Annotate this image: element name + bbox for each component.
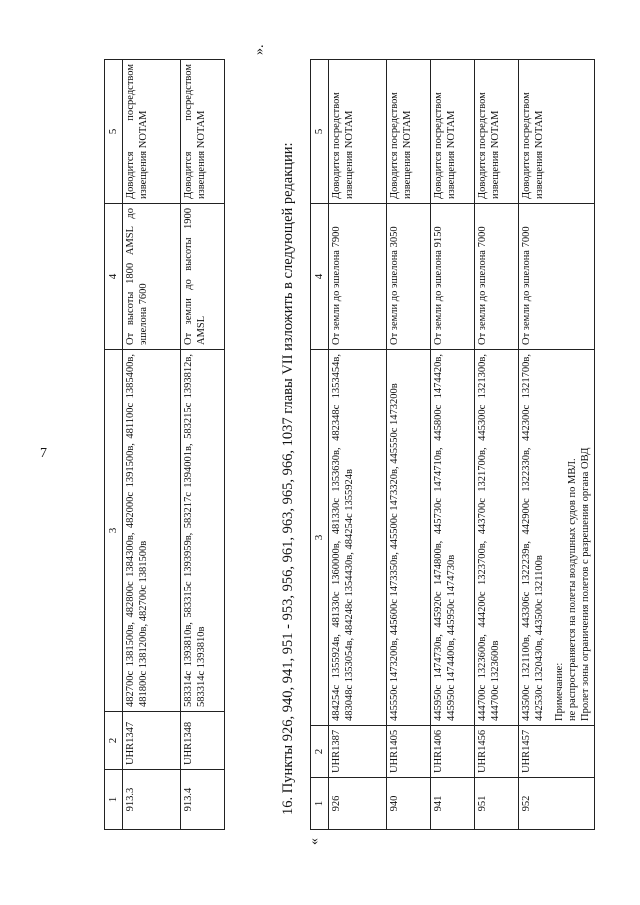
col-header-1: 1: [105, 770, 123, 830]
opening-quote: «: [307, 838, 322, 845]
zone-coordinates: 583314с 1393810в, 583315с 1393959в, 583217с 1394001в, 583215с 1393812в, 583314с 1393810в: [181, 350, 225, 712]
altitude-limits: От высоты 1800 AMSL до эшелона 7600: [123, 204, 181, 350]
zone-coordinates-cell: [519, 350, 595, 726]
altitude-limits: От земли до эшелона 7000: [475, 204, 519, 350]
table-header-row: [311, 60, 329, 830]
col-header-2: 2: [311, 726, 329, 778]
table-row: [387, 60, 431, 830]
table-row: [431, 60, 475, 830]
zone-id: UHR1406: [431, 726, 475, 778]
notice-method: Доводится посредством извещения NOTAM: [329, 60, 387, 204]
altitude-limits: От земли до эшелона 7000: [519, 204, 595, 350]
table-header-row: [105, 60, 123, 830]
notice-method: Доводится посредством извещения NOTAM: [387, 60, 431, 204]
col-header-1: 1: [311, 778, 329, 830]
zone-coordinates: 445950с 1474730в, 445920с 1474800в, 445730с 1474710в, 445800с 1474420в, 445950с 1474400в, 445950с 1474730в: [431, 350, 475, 726]
note-line: не распространяется на полеты воздушных судов по МВЛ.: [567, 458, 579, 721]
row-number: 926: [329, 778, 387, 830]
table-upper: [104, 59, 225, 830]
zone-coordinates: 443500с 1321100в, 443306с 1322239в, 442900с 1322330в, 442300с 1321700в, 442530с 1320430в, 443500с 1321100в: [521, 354, 546, 721]
note-block: [553, 354, 592, 721]
altitude-limits: От земли до эшелона 9150: [431, 204, 475, 350]
table-row: [519, 60, 595, 830]
col-header-4: 4: [311, 204, 329, 350]
col-header-3: 3: [105, 350, 123, 712]
row-number: 913.3: [123, 770, 181, 830]
row-number: 913.4: [181, 770, 225, 830]
table-row: [181, 60, 225, 830]
col-header-3: 3: [311, 350, 329, 726]
zone-id: UHR1348: [181, 712, 225, 770]
altitude-limits: От земли до эшелона 7900: [329, 204, 387, 350]
zone-id: UHR1387: [329, 726, 387, 778]
row-number: 940: [387, 778, 431, 830]
row-number: 951: [475, 778, 519, 830]
zone-coordinates: 444700с 1323600в, 444200с 1323700в, 443700с 1321700в, 445300с 1321300в, 444700с 1323600в: [475, 350, 519, 726]
table-row: [475, 60, 519, 830]
zone-coordinates: 445550с 1473200в, 445600с 1473350в, 445500с 1473320в, 445550с 1473200в: [387, 350, 431, 726]
notice-method: Доводится посредством извещения NOTAM: [475, 60, 519, 204]
zone-coordinates: 484254с 1355924в, 481330с 1360000в, 481330с 1353630в, 482348с 1353454в, 483048с 1353054в, 484248с 1354430в, 484254с 1355924в: [329, 350, 387, 726]
zone-id: UHR1456: [475, 726, 519, 778]
col-header-5: 5: [105, 60, 123, 204]
row-number: 952: [519, 778, 595, 830]
zone-id: UHR1347: [123, 712, 181, 770]
table-row: [123, 60, 181, 830]
notice-method: Доводится посредством извещения NOTAM: [123, 60, 181, 204]
rotated-page-content: [82, 45, 622, 845]
closing-quote: ».: [252, 44, 267, 55]
section-heading: 16. Пункты 926, 940, 941, 951 - 953, 956, 961, 963, 965, 966, 1037 главы VII изложить в следующей редакции:: [280, 142, 296, 815]
zone-id: UHR1405: [387, 726, 431, 778]
col-header-5: 5: [311, 60, 329, 204]
col-header-2: 2: [105, 712, 123, 770]
notice-method: Доводится посредством извещения NOTAM: [519, 60, 595, 204]
altitude-limits: От земли до высоты 1900 AMSL: [181, 204, 225, 350]
table-row: [329, 60, 387, 830]
row-number: 941: [431, 778, 475, 830]
altitude-limits: От земли до эшелона 3050: [387, 204, 431, 350]
notice-method: Доводится посредством извещения NOTAM: [181, 60, 225, 204]
notice-method: Доводится посредством извещения NOTAM: [431, 60, 475, 204]
zone-id: UHR1457: [519, 726, 595, 778]
note-line: Пролет зоны ограничения полетов с разрешения органа ОВД: [580, 447, 592, 721]
note-title: Примечание:: [554, 662, 565, 721]
zone-coordinates: 482700с 1381500в, 482800с 1384300в, 482000с 1391500в, 481100с 1385400в, 481800с 1381200в, 482700с 1381500в: [123, 350, 181, 712]
col-header-4: 4: [105, 204, 123, 350]
table-lower: [310, 59, 595, 830]
page-number: 7: [40, 446, 47, 461]
